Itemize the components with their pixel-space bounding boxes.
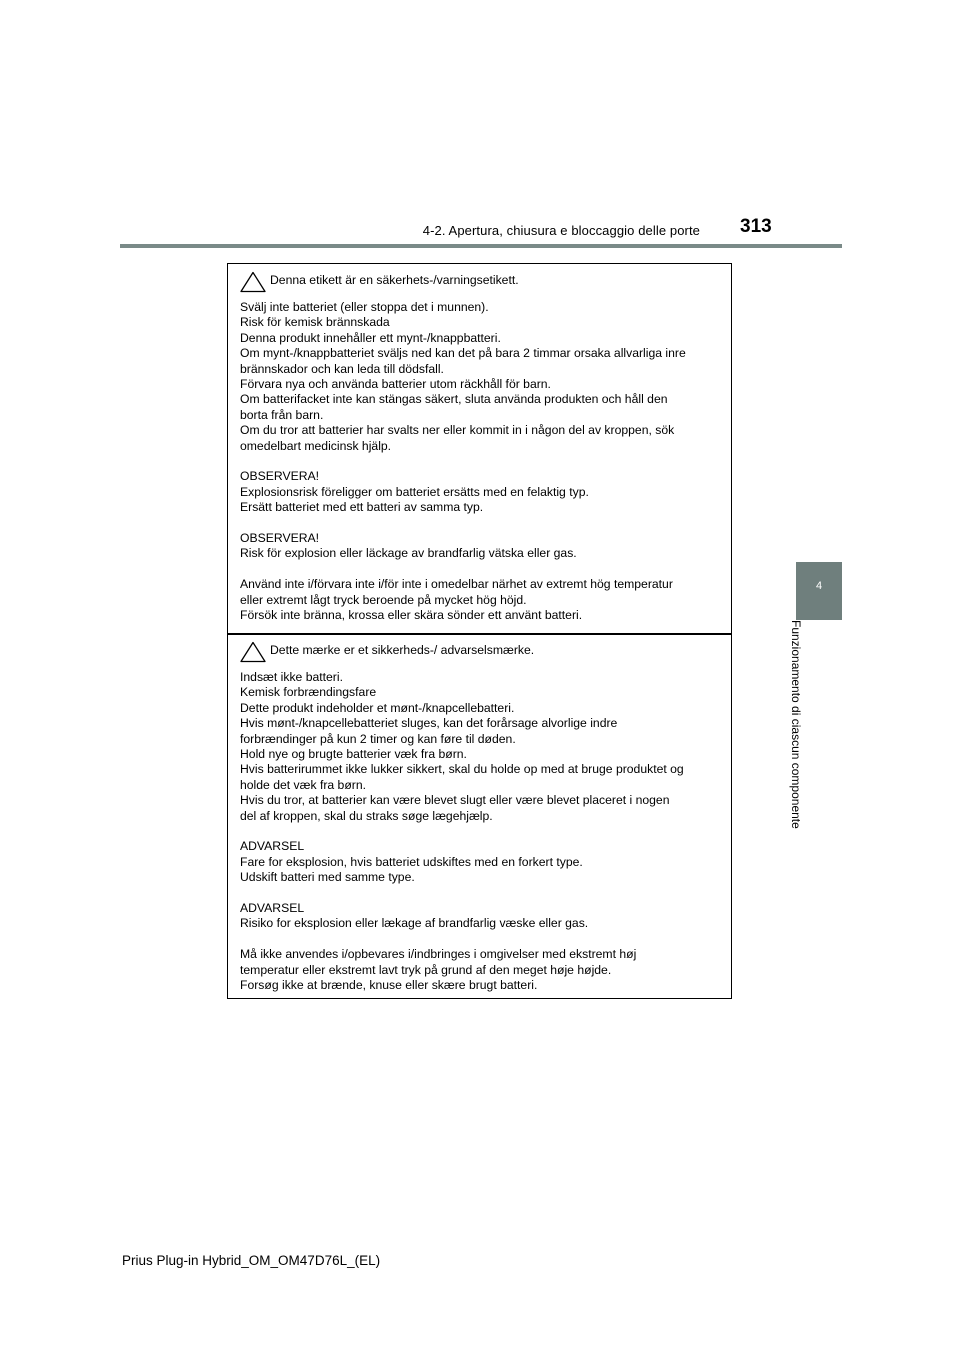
- text-line: eller extremt lågt tryck beroende på mycket hög höjd.: [240, 592, 527, 607]
- warning-heading-row: [240, 640, 719, 662]
- text-line: Risk för explosion eller läckage av brandfarlig vätska eller gas.: [240, 546, 577, 561]
- text-line: Må ikke anvendes i/opbevares i/indbringes i omgivelser med ekstremt høj: [240, 947, 637, 962]
- paragraph-gap: [240, 824, 719, 839]
- warning-heading: Dette mærke er et sikkerheds-/ advarselsmærke.: [270, 643, 535, 657]
- text-line: Explosionsrisk föreligger om batteriet ersätts med en felaktig typ.: [240, 484, 589, 499]
- text-line: Om du tror att batterier har svalts ner eller kommit in i någon del av kroppen, sök: [240, 423, 675, 438]
- text-line: Forsøg ikke at brænde, knuse eller skære brugt batteri.: [240, 978, 538, 993]
- warning-box-swedish: [227, 263, 732, 635]
- text-line: forbrændinger på kun 2 timer og kan føre til døden.: [240, 731, 516, 746]
- warning-heading: Denna etikett är en säkerhets-/varningsetikett.: [270, 273, 519, 287]
- text-line: brännskador och kan leda till dödsfall.: [240, 361, 444, 376]
- chapter-number: 4: [815, 580, 823, 592]
- paragraph-gap: [240, 932, 719, 947]
- paragraph-gap: [240, 516, 719, 531]
- text-line: Hvis batterirummet ikke lukker sikkert, skal du holde op med at bruge produktet og: [240, 762, 684, 777]
- text-line: Denna produkt innehåller ett mynt-/knappbatteri.: [240, 330, 501, 345]
- text-line: ADVARSEL: [240, 901, 305, 916]
- text-line: Om mynt-/knappbatteriet sväljs ned kan det på bara 2 timmar orsaka allvarliga inre: [240, 346, 686, 361]
- page-number: 313: [740, 216, 772, 237]
- paragraph-gap: [240, 886, 719, 901]
- warning-triangle-icon: [240, 271, 266, 293]
- warning-text: [240, 670, 719, 993]
- text-line: Förvara nya och använda batterier utom räckhåll för barn.: [240, 377, 551, 392]
- text-line: Risk för kemisk brännskada: [240, 315, 390, 330]
- text-line: holde det væk fra børn.: [240, 777, 366, 792]
- text-line: Fare for eksplosion, hvis batteriet udskiftes med en forkert type.: [240, 854, 583, 869]
- text-line: del af kroppen, skal du straks søge lægehjælp.: [240, 808, 493, 823]
- text-line: Indsæt ikke batteri.: [240, 670, 343, 684]
- text-line: Risiko for eksplosion eller lækage af brandfarlig væske eller gas.: [240, 916, 589, 931]
- text-line: Ersätt batteriet med ett batteri av samma typ.: [240, 500, 484, 515]
- text-line: Använd inte i/förvara inte i/för inte i omedelbar närhet av extremt hög temperatur: [240, 577, 673, 592]
- text-line: Hvis du tror, at batterier kan være blevet slugt eller være blevet placeret i nogen: [240, 793, 670, 808]
- text-line: Dette produkt indeholder et mønt-/knapcellebatteri.: [240, 700, 515, 715]
- warning-text: [240, 300, 719, 623]
- text-line: temperatur eller ekstremt lavt tryk på grund af den meget høje højde.: [240, 962, 612, 977]
- text-line: Kemisk forbrændingsfare: [240, 685, 377, 700]
- warning-triangle-icon: [240, 641, 266, 663]
- warning-heading-row: [240, 270, 719, 292]
- chapter-tab: [796, 562, 842, 620]
- text-line: Om batterifacket inte kan stängas säkert, sluta använda produkten och håll den: [240, 392, 668, 407]
- section-title: 4-2. Apertura, chiusura e bloccaggio delle porte: [422, 223, 700, 238]
- header-divider: [120, 244, 842, 248]
- text-line: Udskift batteri med samme type.: [240, 870, 415, 885]
- paragraph-gap: [240, 454, 719, 469]
- text-line: Försök inte bränna, krossa eller skära sönder ett använt batteri.: [240, 608, 583, 623]
- text-line: OBSERVERA!: [240, 469, 320, 484]
- warning-box-danish: [227, 633, 732, 999]
- text-line: ADVARSEL: [240, 839, 305, 854]
- text-line: Svälj inte batteriet (eller stoppa det i munnen).: [240, 300, 489, 314]
- text-line: borta från barn.: [240, 407, 324, 422]
- text-line: OBSERVERA!: [240, 531, 320, 546]
- manual-id-footer: Prius Plug-in Hybrid_OM_OM47D76L_(EL): [122, 1253, 381, 1268]
- text-line: omedelbart medicinsk hjälp.: [240, 438, 392, 453]
- text-line: Hold nye og brugte batterier væk fra børn.: [240, 747, 467, 762]
- chapter-side-label: Funzionamento di ciascun componente: [789, 620, 803, 829]
- paragraph-gap: [240, 562, 719, 577]
- text-line: Hvis mønt-/knapcellebatteriet sluges, kan det forårsage alvorlige indre: [240, 716, 618, 731]
